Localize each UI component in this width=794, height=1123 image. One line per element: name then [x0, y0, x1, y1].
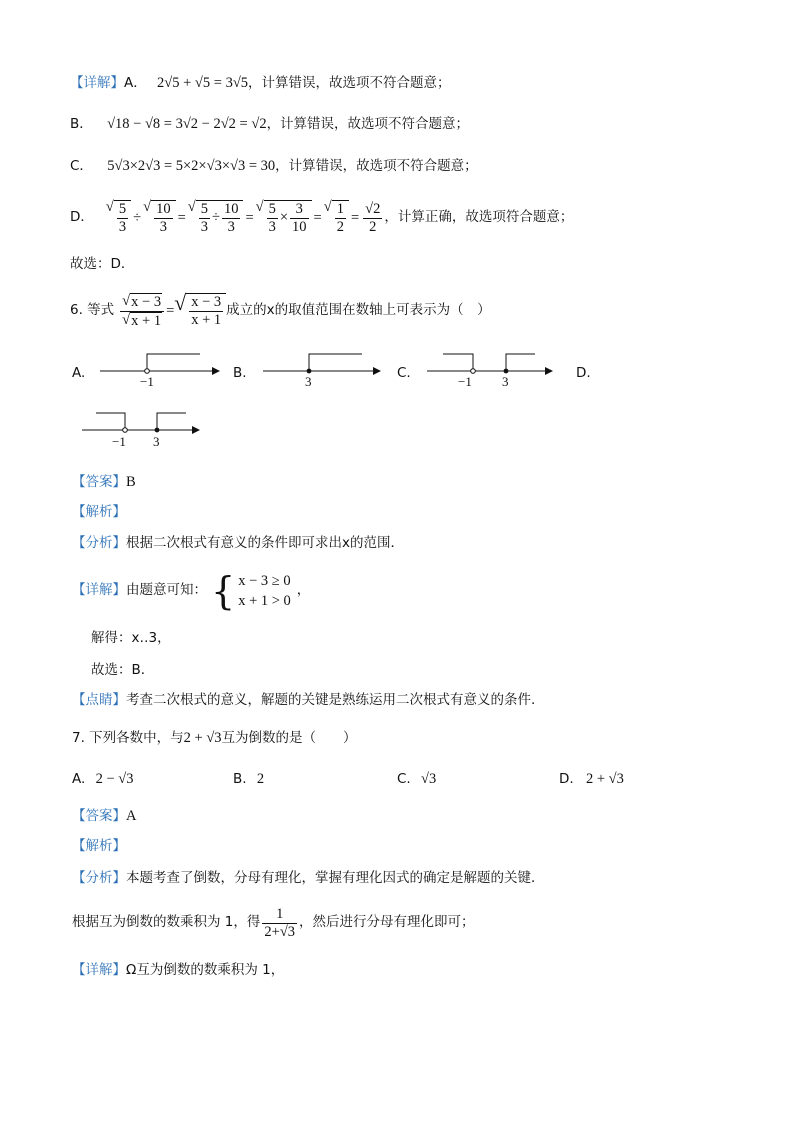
q7-stem: [72, 731, 357, 746]
q6-answer: [72, 475, 136, 490]
option-label-d: D．: [70, 209, 94, 226]
answer-value: B: [126, 474, 136, 490]
option-label-a: A．: [124, 75, 147, 91]
question-text: 成立的x的取值范围在数轴上可表示为（ ）: [226, 302, 491, 319]
q7-answer: [72, 809, 136, 824]
option-d-label[interactable]: D.: [576, 365, 591, 381]
q5-line-c: [70, 159, 478, 174]
question-number: 6. 等式: [70, 302, 115, 319]
option-label-b: B．: [70, 116, 93, 132]
option-c[interactable]: C. √3: [397, 771, 437, 787]
q6-analyze: [72, 537, 404, 551]
tick-label: 3: [502, 374, 509, 389]
detail-text: Ω互为倒数的数乘积为 1，: [126, 962, 285, 978]
analysis-tag: 【解析】: [72, 504, 126, 520]
q6-comment: [72, 694, 535, 708]
number-line-b[interactable]: [263, 350, 383, 390]
analyze-text: 本题考查了倒数，分母有理化，掌握有理化因式的确定是解题的关键．: [126, 870, 545, 886]
comment-text: 考查二次根式的意义，解题的关键是熟练运用二次根式有意义的条件.: [126, 692, 536, 708]
detail-tag: 【详解】: [72, 582, 126, 599]
tick-label: 3: [305, 374, 312, 389]
q6-choose: 故选：B．: [91, 662, 155, 678]
tick-label: −1: [140, 374, 154, 389]
number-line-d[interactable]: [82, 408, 207, 450]
number-line-c[interactable]: [427, 350, 557, 390]
option-c-label[interactable]: C.: [397, 365, 411, 381]
question-number: 7. 下列各数中，与: [72, 730, 184, 746]
math-expression: √ $\frac{5}{3}$ ÷ √ $\frac{10}{3}$ = √ $\frac{5}{3}$ ÷ $\frac{10}{3}$ = √ $\frac{5}{3}$ × $\frac{3}{10}$ = √ $\frac{1}{2}$ = $\frac{√2}{2}$: [105, 199, 381, 235]
verdict-text: ，计算错误，故选项不符合题意；: [248, 75, 451, 91]
number-line-a[interactable]: [100, 350, 220, 390]
option-a-label[interactable]: A.: [72, 365, 86, 381]
q6-solve: 解得：x‥3，: [91, 630, 171, 646]
q7-detail: [72, 964, 284, 978]
q6-detail: 【详解】 由题意可知： { x − 3 ≥ 0 x + 1 > 0 ，: [72, 569, 311, 613]
tick-label: −1: [112, 434, 126, 449]
option-d[interactable]: D. 2 + √3: [559, 771, 624, 787]
comment-tag: 【点睛】: [72, 692, 126, 708]
q5-line-d: [70, 196, 573, 240]
question-text: 互为倒数的是（ ）: [221, 730, 357, 746]
q7-line1: 根据互为倒数的数乘积为 1，得 $\frac{1}{2+√3}$ ，然后进行分母有理化即可；: [72, 905, 475, 940]
verdict-text: ，计算正确，故选项符合题意；: [384, 209, 574, 226]
q7-analyze: [72, 872, 545, 886]
equation: √ x − 3 √ x + 1 = √ $\frac{x - 3}{x + 1}$: [118, 293, 226, 329]
fraction: $\frac{1}{2+√3}$: [264, 905, 296, 940]
analysis-tag: 【解析】: [72, 838, 126, 854]
answer-tag: 【答案】: [72, 474, 126, 490]
inequality-system: { x − 3 ≥ 0 x + 1 > 0: [211, 569, 291, 613]
option-b-label[interactable]: B.: [233, 365, 247, 381]
option-b[interactable]: B. 2: [233, 771, 265, 787]
detail-text: 由题意可知：: [126, 582, 207, 599]
analyze-tag: 【分析】: [72, 535, 126, 551]
analyze-text: 根据二次根式有意义的条件即可求出x的范围．: [126, 535, 404, 551]
math-expression: 2√5 + √5 = 3√5: [157, 75, 249, 91]
tick-label: 3: [153, 434, 160, 449]
math-expression: 5√3×2√3 = 5×2×√3×√3 = 30: [107, 158, 276, 174]
verdict-text: ，计算错误，故选项不符合题意；: [275, 158, 478, 174]
q5-line-b: [70, 117, 469, 132]
detail-tag: 【详解】: [72, 962, 126, 978]
tick-label: −1: [458, 374, 472, 389]
verdict-text: ，计算错误，故选项不符合题意；: [266, 116, 470, 132]
answer-tag: 【答案】: [72, 808, 126, 824]
detail-tag: 【详解】: [70, 75, 124, 91]
stem-expression: 2 + √3: [183, 730, 222, 746]
q5-choose: 故选：D．: [70, 256, 135, 272]
math-expression: √18 − √8 = 3√2 − 2√2 = √2: [107, 116, 267, 132]
q5-line-a: [70, 76, 451, 91]
answer-value: A: [126, 808, 137, 824]
q6-stem: [70, 290, 491, 332]
option-a[interactable]: A. 2 − √3: [72, 771, 134, 787]
analyze-tag: 【分析】: [72, 870, 126, 886]
option-label-c: C．: [70, 158, 93, 174]
